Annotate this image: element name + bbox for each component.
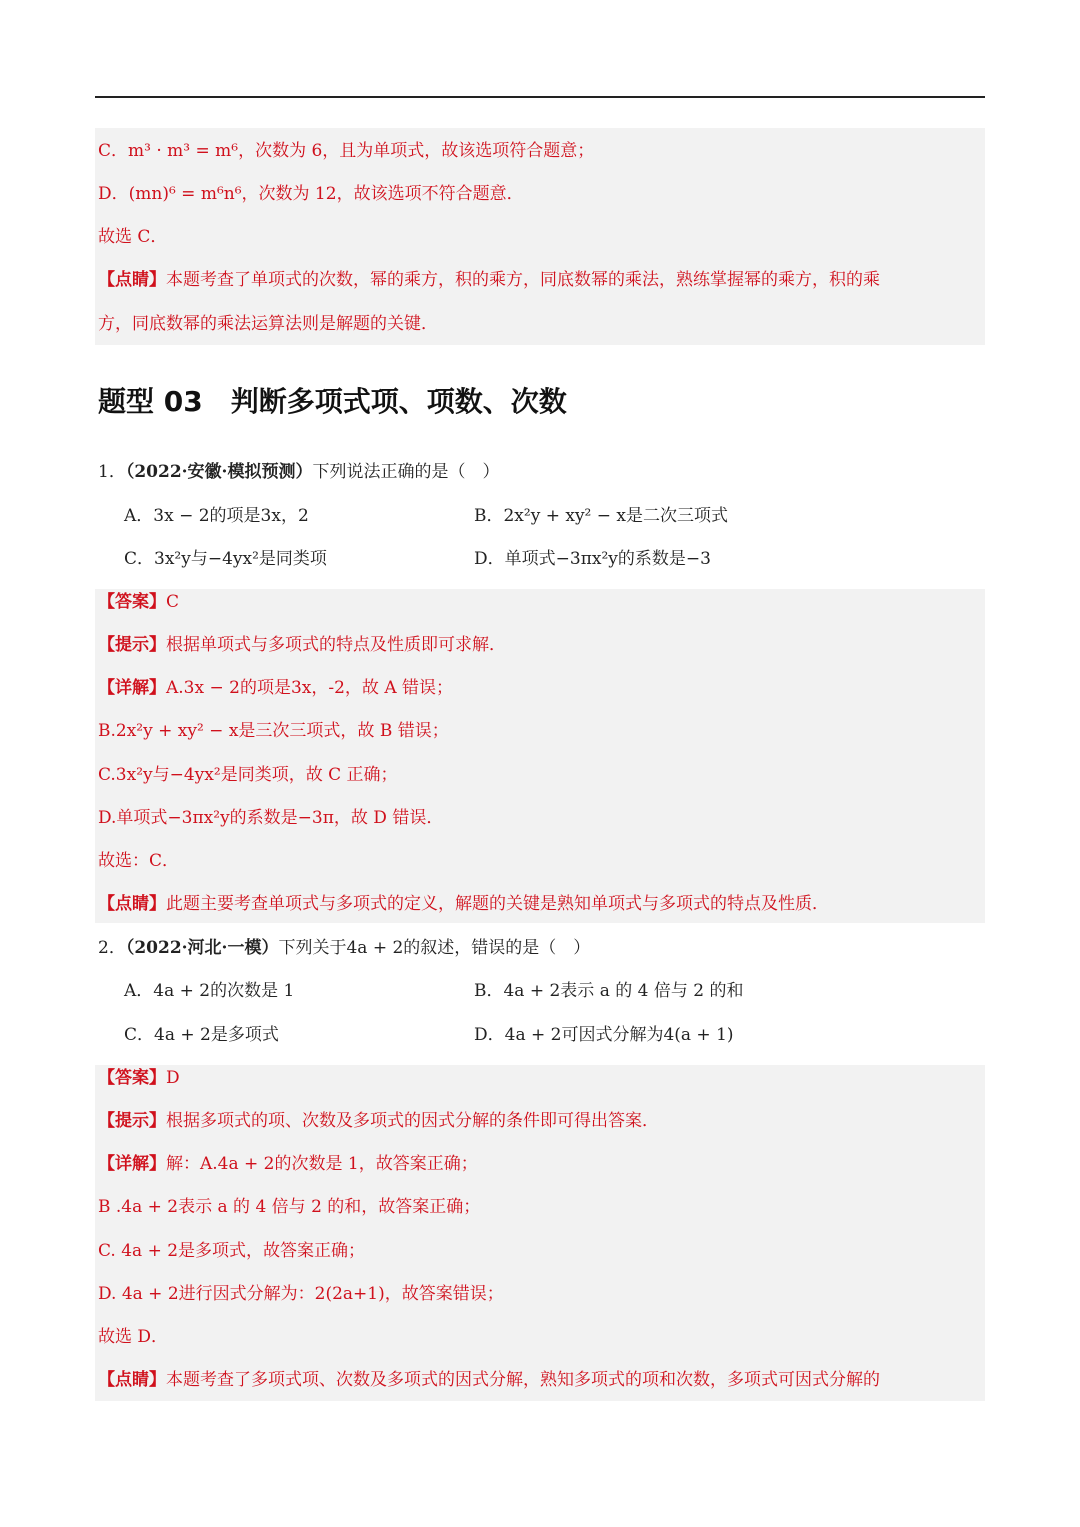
- q1-detail-b: B.2x²y + xy² − x是三次三项式，故 B 错误；: [98, 721, 449, 741]
- q1-option-d: D．单项式−3πx²y的系数是−3: [474, 549, 711, 569]
- section-heading: 判断多项式项、项数、次数: [230, 385, 567, 418]
- q2-answer-value: D: [166, 1068, 180, 1088]
- q2-option-c: C．4a + 2是多项式: [124, 1025, 279, 1045]
- q2-detail-a: [98, 1153, 478, 1175]
- q1-stem: [98, 461, 499, 483]
- q2-detail-d: D. 4a + 2进行因式分解为：2(2a+1)，故答案错误；: [98, 1284, 504, 1304]
- q1-answer-value: C: [166, 592, 180, 612]
- q2-hint: [98, 1110, 659, 1132]
- prev-note-2: 方，同底数幂的乘法运算法则是解题的关键．: [98, 314, 438, 334]
- q1-note: [98, 893, 829, 915]
- q2-source: （2022·河北·一模）: [125, 938, 279, 958]
- q1-option-b: B．2x²y + xy² − x是二次三项式: [474, 506, 729, 526]
- q2-option-a: A．4a + 2的次数是 1: [124, 981, 295, 1001]
- q1-hint-text: 根据单项式与多项式的特点及性质即可求解．: [166, 635, 506, 655]
- q2-note-text: 本题考查了多项式项、次数及多项式的因式分解，熟知多项式的项和次数，多项式可因式分解的: [166, 1370, 880, 1390]
- answer-tag: 【答案】: [98, 1068, 166, 1088]
- detail-tag: 【详解】: [98, 678, 166, 698]
- prev-line-c: C．m³ · m³ = m⁶，次数为 6，且为单项式，故该选项符合题意；: [98, 141, 595, 161]
- q1-note-text: 此题主要考查单项式与多项式的定义，解题的关键是熟知单项式与多项式的特点及性质．: [166, 894, 829, 914]
- header-rule: [95, 96, 985, 98]
- q1-detail-d: D.单项式−3πx²y的系数是−3π，故 D 错误．: [98, 808, 444, 828]
- q1-option-a: A．3x − 2的项是3x，2: [124, 506, 309, 526]
- q1-detail-a-text: A.3x − 2的项是3x，-2，故 A 错误；: [166, 678, 453, 698]
- q2-hint-text: 根据多项式的项、次数及多项式的因式分解的条件即可得出答案．: [166, 1111, 659, 1131]
- hint-tag: 【提示】: [98, 1111, 166, 1131]
- answer-tag: 【答案】: [98, 592, 166, 612]
- q1-answer: [98, 591, 179, 613]
- section-title: [98, 380, 567, 420]
- q1-source: （2022·安徽·模拟预测）: [125, 462, 313, 482]
- prev-note-1: [98, 269, 880, 291]
- q2-note: [98, 1369, 880, 1391]
- q2-num: 2．: [98, 938, 126, 958]
- detail-tag: 【详解】: [98, 1154, 166, 1174]
- prev-note-text: 本题考查了单项式的次数，幂的乘方，积的乘方，同底数幂的乘法，熟练掌握幂的乘方，积的乘: [166, 270, 880, 290]
- q2-detail-c: C. 4a + 2是多项式，故答案正确；: [98, 1241, 366, 1261]
- q1-stem-text: 下列说法正确的是（ ）: [312, 462, 500, 482]
- prev-choose: 故选 C．: [98, 227, 168, 247]
- q2-stem: [98, 937, 590, 959]
- q2-detail-a-text: 解：A.4a + 2的次数是 1，故答案正确；: [166, 1154, 478, 1174]
- q1-hint: [98, 634, 506, 656]
- q1-detail-c: C.3x²y与−4yx²是同类项，故 C 正确；: [98, 765, 398, 785]
- q1-choose: 故选：C．: [98, 851, 180, 871]
- q2-stem-text: 下列关于4a + 2的叙述，错误的是（ ）: [278, 938, 591, 958]
- prev-line-d: D．(mn)⁶ = m⁶n⁶，次数为 12，故该选项不符合题意．: [98, 184, 524, 204]
- section-label: 题型 03: [98, 385, 203, 418]
- q2-answer: [98, 1067, 180, 1089]
- q2-option-b: B．4a + 2表示 a 的 4 倍与 2 的和: [474, 981, 744, 1001]
- q1-num: 1．: [98, 462, 126, 482]
- note-tag: 【点睛】: [98, 894, 166, 914]
- q2-option-d: D．4a + 2可因式分解为4(a + 1): [474, 1025, 734, 1045]
- q2-detail-b: B .4a + 2表示 a 的 4 倍与 2 的和，故答案正确；: [98, 1197, 481, 1217]
- note-tag: 【点睛】: [98, 270, 166, 290]
- q2-choose: 故选 D．: [98, 1327, 169, 1347]
- note-tag: 【点睛】: [98, 1370, 166, 1390]
- hint-tag: 【提示】: [98, 635, 166, 655]
- q1-option-c: C．3x²y与−4yx²是同类项: [124, 549, 327, 569]
- q1-detail-a: [98, 677, 453, 699]
